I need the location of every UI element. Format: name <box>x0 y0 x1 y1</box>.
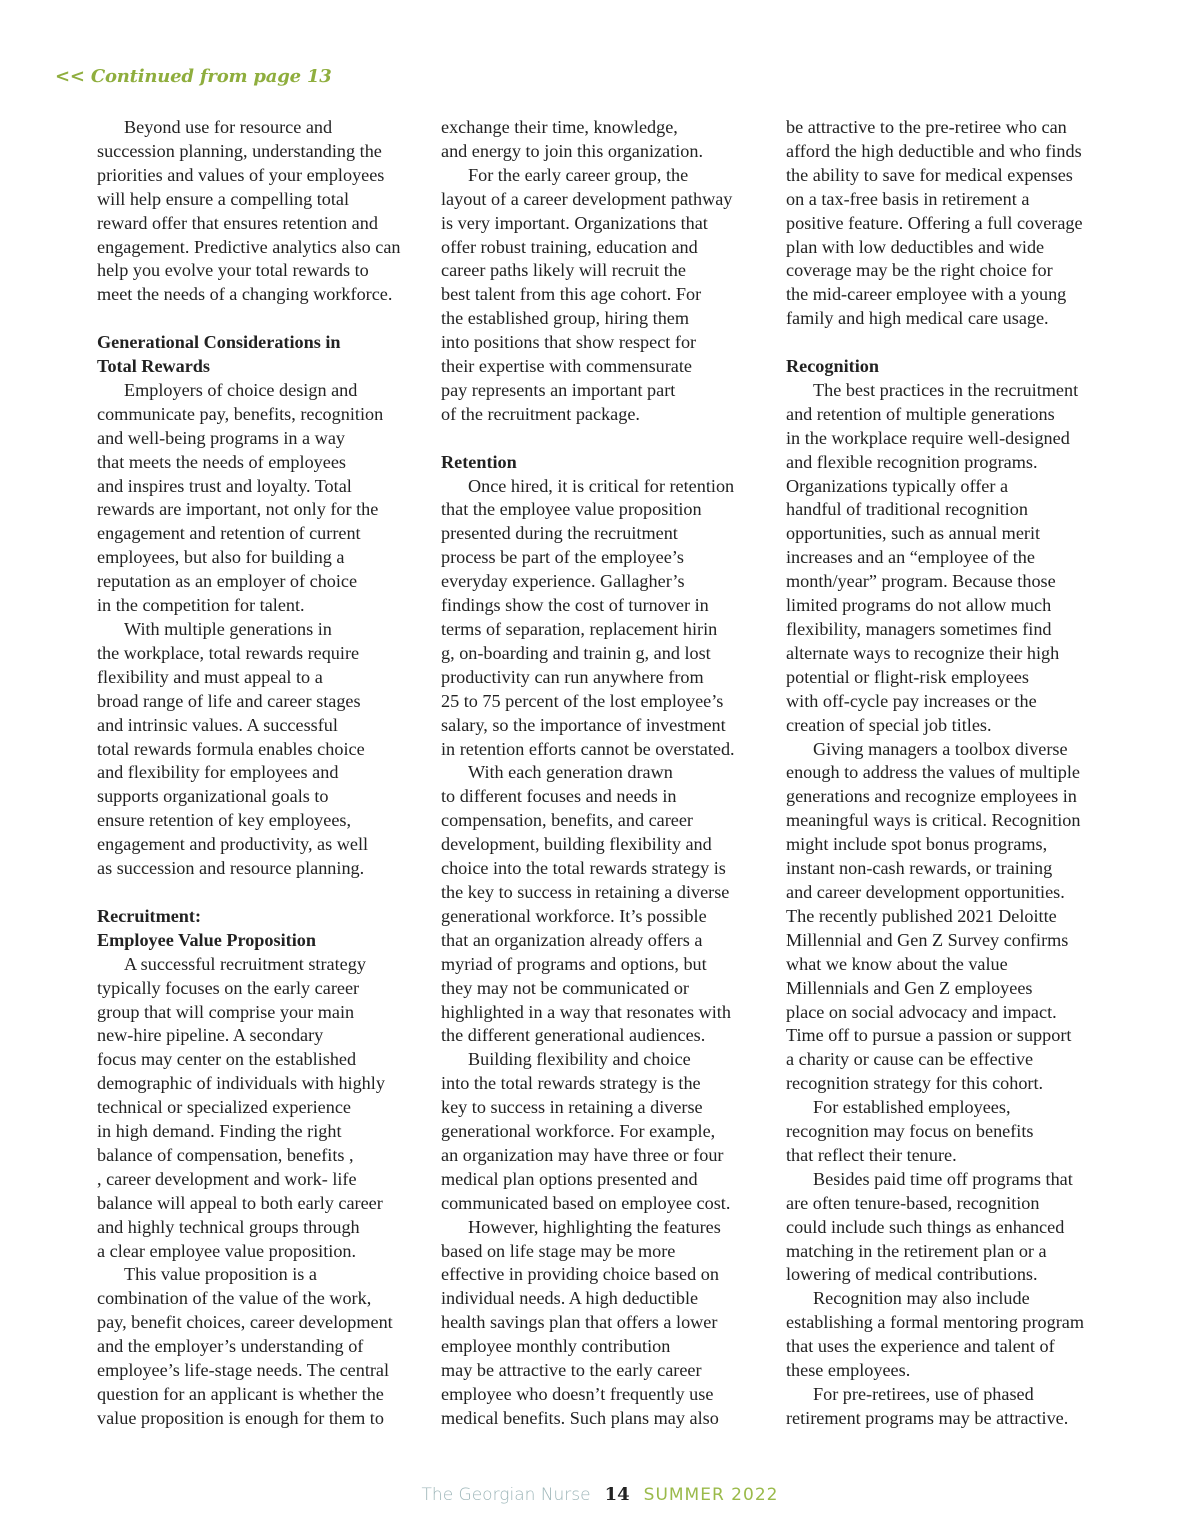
article-column-2 <box>441 116 761 1431</box>
section-heading-line: Retention <box>441 451 517 472</box>
issue-season: SUMMER 2022 <box>643 1485 779 1505</box>
text-line: demographic of individuals with highly <box>97 1073 385 1094</box>
text-line: generations and recognize employees in <box>786 786 1077 807</box>
text-line: For pre-retirees, use of phased <box>813 1384 1034 1405</box>
text-line: priorities and values of your employees <box>97 164 385 185</box>
text-line: and well-being programs in a way <box>97 427 345 448</box>
text-line: in high demand. Finding the right <box>97 1121 342 1142</box>
text-line: coverage may be the right choice for <box>786 260 1053 281</box>
text-line: best talent from this age cohort. For <box>441 284 702 305</box>
text-line: on a tax-free basis in retirement a <box>786 188 1030 209</box>
text-line: into the total rewards strategy is the <box>441 1073 701 1094</box>
text-line: medical plan options presented and <box>441 1168 698 1189</box>
text-line: and flexible recognition programs. <box>786 451 1038 472</box>
text-line: highlighted in a way that resonates with <box>441 1001 731 1022</box>
text-line: engagement and productivity, as well <box>97 834 369 855</box>
text-line: salary, so the importance of investment <box>441 714 726 735</box>
text-line: Organizations typically offer a <box>786 475 1009 496</box>
text-line: new-hire pipeline. A secondary <box>97 1025 324 1046</box>
text-line: and the employer’s understanding of <box>97 1336 364 1357</box>
text-line: meet the needs of a changing workforce. <box>97 284 393 305</box>
text-line: matching in the retirement plan or a <box>786 1240 1047 1261</box>
text-line: health savings plan that offers a lower <box>441 1312 718 1333</box>
text-line: exchange their time, knowledge, <box>441 117 678 137</box>
text-line: 25 to 75 percent of the lost employee’s <box>441 690 724 711</box>
text-line: myriad of programs and options, but <box>441 953 707 974</box>
text-line: However, highlighting the features <box>468 1216 721 1237</box>
text-line: productivity can run anywhere from <box>441 666 704 687</box>
text-line: development, building flexibility and <box>441 834 712 855</box>
text-line: could include such things as enhanced <box>786 1216 1065 1237</box>
text-line: flexibility and must appeal to a <box>97 666 323 687</box>
text-line: choice into the total rewards strategy is <box>441 858 726 879</box>
text-line: value proposition is enough for them to <box>97 1407 384 1428</box>
text-line: may be attractive to the early career <box>441 1360 702 1381</box>
text-line: medical benefits. Such plans may also <box>441 1407 719 1428</box>
section-heading-line: Recruitment: <box>97 905 202 926</box>
text-line: engagement. Predictive analytics also can <box>97 236 401 257</box>
text-line: For the early career group, the <box>468 164 689 185</box>
text-line: with off-cycle pay increases or the <box>786 690 1037 711</box>
text-line: question for an applicant is whether the <box>97 1384 384 1404</box>
text-line: of the recruitment package. <box>441 403 640 424</box>
text-line: recognition may focus on benefits <box>786 1121 1034 1142</box>
text-line: are often tenure-based, recognition <box>786 1192 1040 1213</box>
text-line: place on social advocacy and impact. <box>786 1001 1057 1022</box>
section-heading-line: Employee Value Proposition <box>97 929 316 950</box>
text-line: balance will appeal to both early career <box>97 1192 383 1213</box>
text-line: rewards are important, not only for the <box>97 499 379 520</box>
text-line: employees, but also for building a <box>97 547 345 568</box>
text-line: employee monthly contribution <box>441 1336 671 1357</box>
text-line: the key to success in retaining a diverse <box>441 881 730 902</box>
magazine-title: The Georgian Nurse <box>421 1485 591 1505</box>
page-number: 14 <box>604 1484 630 1505</box>
text-line: is very important. Organizations that <box>441 212 708 233</box>
text-line: ensure retention of key employees, <box>97 810 352 831</box>
text-line: that the employee value proposition <box>441 499 702 520</box>
paragraph-gap <box>97 307 417 331</box>
text-line: they may not be communicated or <box>441 977 689 998</box>
text-line: With multiple generations in <box>124 619 332 640</box>
text-line: flexibility, managers sometimes find <box>786 619 1052 640</box>
text-line: combination of the value of the work, <box>97 1288 372 1309</box>
text-line: generational workforce. For example, <box>441 1121 716 1142</box>
text-line: generational workforce. It’s possible <box>441 905 707 926</box>
text-line: Once hired, it is critical for retention <box>468 475 735 496</box>
article-column-3 <box>786 116 1116 1431</box>
text-line: reputation as an employer of choice <box>97 571 358 592</box>
text-line: the established group, hiring them <box>441 308 690 329</box>
text-line: that reflect their tenure. <box>786 1144 957 1165</box>
text-line: pay, benefit choices, career development <box>97 1312 393 1333</box>
text-line: afford the high deductible and who finds <box>786 140 1082 161</box>
text-line: creation of special job titles. <box>786 714 992 735</box>
text-line: process be part of the employee’s <box>441 547 684 568</box>
text-line: , career development and work- life <box>97 1168 357 1189</box>
text-line: based on life stage may be more <box>441 1240 676 1261</box>
text-line: employee who doesn’t frequently use <box>441 1384 714 1405</box>
text-line: layout of a career development pathway <box>441 188 733 209</box>
text-line: communicate pay, benefits, recognition <box>97 403 384 424</box>
text-line: career paths likely will recruit the <box>441 260 686 281</box>
text-line: group that will comprise your main <box>97 1001 355 1022</box>
text-line: an organization may have three or four <box>441 1144 724 1165</box>
text-line: A successful recruitment strategy <box>124 953 366 974</box>
text-line: typically focuses on the early career <box>97 977 360 998</box>
text-line: engagement and retention of current <box>97 523 361 544</box>
text-line: supports organizational goals to <box>97 786 329 807</box>
text-line: g, on-boarding and trainin g, and lost <box>441 642 711 663</box>
continued-from-label: << Continued from page 13 <box>55 66 332 87</box>
text-line: For established employees, <box>813 1097 1011 1118</box>
text-line: Besides paid time off programs that <box>813 1168 1073 1189</box>
text-line: instant non-cash rewards, or training <box>786 858 1053 879</box>
text-line: a charity or cause can be effective <box>786 1049 1034 1070</box>
text-line: in the competition for talent. <box>97 595 305 616</box>
text-line: Beyond use for resource and <box>124 117 333 137</box>
paragraph-gap <box>441 427 761 451</box>
text-line: plan with low deductibles and wide <box>786 236 1045 257</box>
text-line: increases and an “employee of the <box>786 547 1035 568</box>
text-line: and inspires trust and loyalty. Total <box>97 475 352 496</box>
text-line: what we know about the value <box>786 953 1008 974</box>
text-line: and energy to join this organization. <box>441 140 703 161</box>
text-line: This value proposition is a <box>124 1264 317 1285</box>
text-line: recognition strategy for this cohort. <box>786 1073 1044 1094</box>
text-line: With each generation drawn <box>468 762 673 783</box>
text-line: employee’s life-stage needs. The central <box>97 1360 390 1381</box>
text-line: to different focuses and needs in <box>441 786 677 807</box>
text-line: Millennial and Gen Z Survey confirms <box>786 929 1069 950</box>
text-line: Millennials and Gen Z employees <box>786 977 1033 998</box>
text-line: be attractive to the pre-retiree who can <box>786 117 1067 137</box>
text-line: enough to address the values of multiple <box>786 762 1080 783</box>
text-line: findings show the cost of turnover in <box>441 595 709 616</box>
text-line: into positions that show respect for <box>441 332 697 353</box>
text-line: opportunities, such as annual merit <box>786 523 1041 544</box>
text-line: Giving managers a toolbox diverse <box>813 738 1068 759</box>
text-line: The recently published 2021 Deloitte <box>786 905 1057 926</box>
text-line: that meets the needs of employees <box>97 451 346 472</box>
text-line: the ability to save for medical expenses <box>786 164 1073 185</box>
text-line: Time off to pursue a passion or support <box>786 1025 1072 1046</box>
text-line: retirement programs may be attractive. <box>786 1407 1069 1428</box>
text-line: the workplace, total rewards require <box>97 642 360 663</box>
text-line: compensation, benefits, and career <box>441 810 693 831</box>
text-line: will help ensure a compelling total <box>97 188 350 209</box>
text-line: handful of traditional recognition <box>786 499 1028 520</box>
text-line: as succession and resource planning. <box>97 858 365 879</box>
text-line: lowering of medical contributions. <box>786 1264 1038 1285</box>
text-line: the different generational audiences. <box>441 1025 706 1046</box>
text-line: The best practices in the recruitment <box>813 379 1079 400</box>
text-line: Recognition may also include <box>813 1288 1030 1309</box>
text-line: family and high medical care usage. <box>786 308 1049 329</box>
text-line: presented during the recruitment <box>441 523 678 544</box>
text-line: establishing a formal mentoring program <box>786 1312 1084 1333</box>
text-line: total rewards formula enables choice <box>97 738 365 759</box>
text-line: and career development opportunities. <box>786 881 1065 902</box>
text-line: might include spot bonus programs, <box>786 834 1048 855</box>
text-line: limited programs do not allow much <box>786 595 1052 616</box>
text-line: help you evolve your total rewards to <box>97 260 369 281</box>
text-line: technical or specialized experience <box>97 1097 351 1118</box>
text-line: in retention efforts cannot be overstated. <box>441 738 735 759</box>
text-line: potential or flight-risk employees <box>786 666 1029 687</box>
section-heading-line: Generational Considerations in <box>97 332 341 353</box>
paragraph-gap <box>786 331 1116 355</box>
text-line: positive feature. Offering a full coverage <box>786 212 1083 233</box>
text-line: that an organization already offers a <box>441 929 703 950</box>
text-line: Employers of choice design and <box>124 379 358 400</box>
text-line: in the workplace require well-designed <box>786 427 1070 448</box>
text-line: and highly technical groups through <box>97 1216 360 1237</box>
text-line: and intrinsic values. A successful <box>97 714 338 735</box>
text-line: terms of separation, replacement hirin <box>441 619 718 640</box>
page-footer <box>0 1484 1200 1505</box>
text-line: individual needs. A high deductible <box>441 1288 699 1309</box>
text-line: these employees. <box>786 1360 911 1381</box>
text-line: meaningful ways is critical. Recognition <box>786 810 1081 831</box>
text-line: focus may center on the established <box>97 1049 357 1070</box>
text-line: that uses the experience and talent of <box>786 1336 1055 1357</box>
text-line: their expertise with commensurate <box>441 356 693 377</box>
text-line: balance of compensation, benefits , <box>97 1144 354 1165</box>
text-line: reward offer that ensures retention and <box>97 212 378 233</box>
section-heading-line: Recognition <box>786 356 879 377</box>
text-line: Building flexibility and choice <box>468 1049 691 1070</box>
text-line: effective in providing choice based on <box>441 1264 719 1285</box>
text-line: communicated based on employee cost. <box>441 1192 731 1213</box>
text-line: pay represents an important part <box>441 379 676 400</box>
text-line: alternate ways to recognize their high <box>786 642 1060 663</box>
text-line: key to success in retaining a diverse <box>441 1097 703 1118</box>
text-line: broad range of life and career stages <box>97 690 361 711</box>
text-line: everyday experience. Gallagher’s <box>441 571 685 592</box>
text-line: and flexibility for employees and <box>97 762 339 783</box>
paragraph-gap <box>97 881 417 905</box>
article-column-1 <box>97 116 417 1431</box>
text-line: offer robust training, education and <box>441 236 698 257</box>
text-line: and retention of multiple generations <box>786 403 1055 424</box>
text-line: succession planning, understanding the <box>97 140 382 161</box>
section-heading-line: Total Rewards <box>97 356 211 377</box>
text-line: month/year” program. Because those <box>786 571 1056 592</box>
text-line: the mid-career employee with a young <box>786 284 1067 305</box>
text-line: a clear employee value proposition. <box>97 1240 357 1261</box>
